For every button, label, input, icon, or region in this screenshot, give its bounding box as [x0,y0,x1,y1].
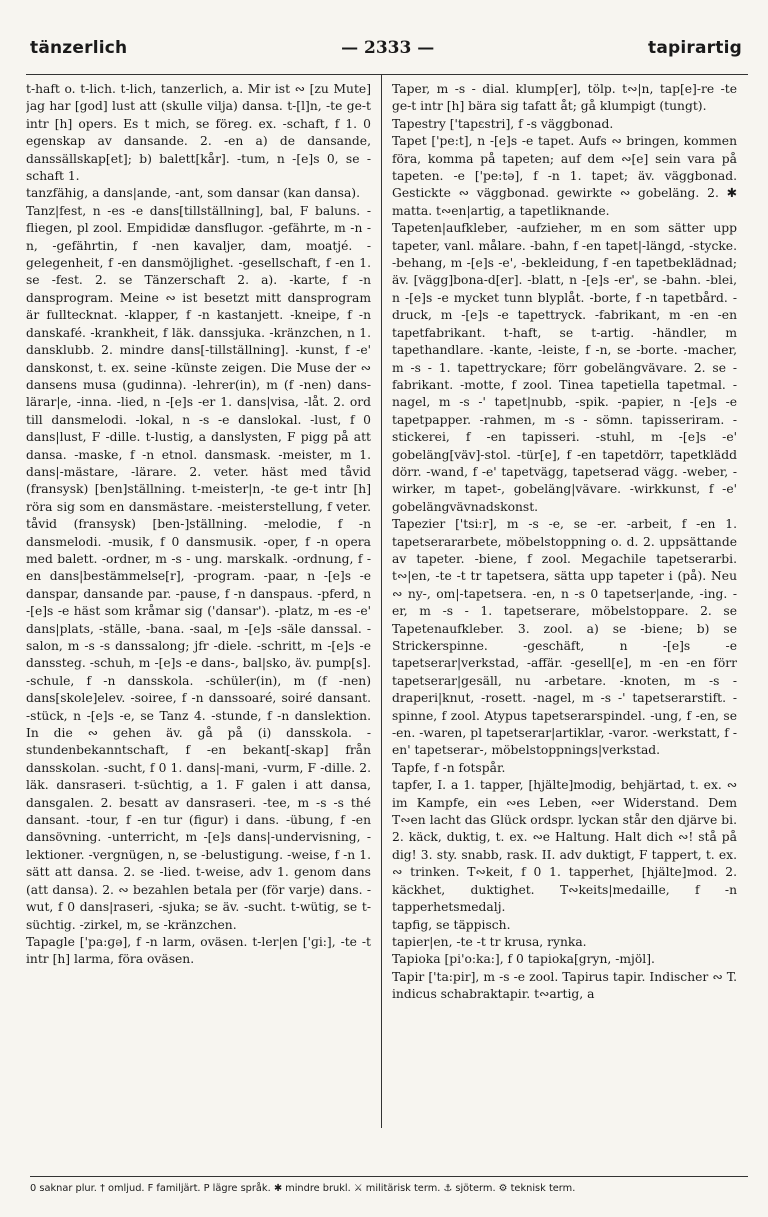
entry-tanzhaft: t-haft o. t-lich. t-lich, tanzerlich, a. Mir ist ∾ [zu Mute] jag har [god] lust att (skulle vilja) dansa. t-[l]n, -te ge-t intr [h] opers. Es t mich, se föreg. ex. -schaft, f 1. 0 egenskap av dansande. 2. -en a) de dansande, danssällskap[et]; b) balett[kår]. -tum, n -[e]s 0, se -schaft 1. [26,82,371,184]
entry-tapage: Tapagle ['pa:ɡə], f -n larm, oväsen. t-ler|en ['ɡi:], -te -t intr [h] larma, föra oväsen. [26,934,371,967]
abbreviation-legend: 0 saknar plur. † omljud. F familjärt. P lägre språk. ✱ mindre brukl. ⚔ militärisk term. ⚓ sjöterm. ⚙ teknisk term. [30,1176,748,1194]
left-headword: tänzerlich [30,38,128,58]
right-headword: tapirartig [648,38,742,58]
entry-tapfig: tapfig, se täppisch. [392,917,511,932]
entry-tapfe: Tapfe, f -n fotspår. [392,760,506,775]
entry-tapioka: Tapioka [pi'o:ka:], f 0 tapioka[gryn, -mjöl]. [392,952,655,967]
entry-tanzfest: Tanz|fest, n -es -e dans[tillställning], bal, F baluns. -fliegen, pl zool. Empididæ dansflugor. -gefährte, m -n -n, -gefährtin, f -nen kavaljer, dam, moatjé. -gelegenheit, f -en dansmöjlighet. -gesellschaft, f -en 1. se -fest. 2. se Tänzerschaft 2. a). -karte, f -n dansprogram. Meine ∾ ist besetzt mitt dansprogram är fulltecknat. -klapper, f -n kastanjett. -kneipe, f -n danskafé. -krankheit, f läk. danssjuka. -kränzchen, n 1. dansklubb. 2. mindre dans[-tillställning]. -kunst, f -e' danskonst, t. ex. seine -künste zeigen. Die Muse der ∾ dansens musa (gudinna). -lehrer(in), m (f -nen) dans-lärar|e, -inna. -lied, n -[e]s -er 1. dans|visa, -låt. 2. ord till dansmelodi. -lokal, n -s -e danslokal. -lust, f 0 dans|lust, F -dille. t-lustig, a danslysten, F pigg på att dansa. -maske, f -n etnol. dansmask. -meister, m 1. dans|-mästare, -lärare. 2. veter. häst med tåvid (fransysk) [ben]ställning. t-meister|n, -te ge-t intr [h] röra sig som en dansmästare. -meisterstellung, f veter. tåvid (fransysk) [ben-]ställning. -melodie, f -n dansmelodi. -musik, f 0 dansmusik. -oper, f -n opera med balett. -ordner, m -s - ung. marskalk. -ordnung, f -en dans|bestämmelse[r], -program. -paar, n -[e]s -e danspar, dansande par. -pause, f -n danspaus. -pferd, n -[e]s -e häst som kråmar sig ('dansar'). -platz, m -es -e' dans|plats, -ställe, -bana. -saal, m -[e]s -säle danssal. -salon, m -s -s danssalong; jfr -diele. -schritt, m -[e]s -e danssteg. -schuh, m -[e]s -e dans-, bal|sko, äv. pump[s]. -schule, f -n dansskola. -schüler(in), m (f -nen) dans[skole]elev. -soiree, f -n danssoaré, soiré dansant. -stück, n -[e]s -e, se Tanz 4. -stunde, f -n danslektion. In die ∾ gehen äv. gå på (i) dansskola. -stundenbekanntschaft, f -en bekant[-skap] från dansskolan. -sucht, f 0 1. dans|-mani, -vurm, F -dille. 2. läk. dansraseri. t-süchtig, a 1. F galen i att dansa, dansgalen. 2. besatt av dansraseri. -tee, m -s -s thé dansant. -tour, f -en tur (figur) i dans. -übung, f -en dansövning. -unterricht, m -[e]s dans|-undervisning, -lektioner. -vergnügen, n, se -belustigung. -weise, f -n 1. sätt att dansa. 2. se -lied. t-weise, adv 1. genom dans (att dansa). 2. ∾ bezahlen betala per (för varje) dans. -wut, f 0 dans|raseri, -sjuka; se äv. -sucht. t-wütig, se t-süchtig. -zirkel, m, se -kränzchen. [26,203,371,932]
entry-tapieren: tapier|en, -te -t tr krusa, rynka. [392,934,587,949]
entry-tapir: Tapir ['ta:pir], m -s -e zool. Tapirus tapir. Indischer ∾ T. indicus schabraktapir. t∾artig, a [392,969,737,1002]
entry-taper: Taper, m -s - dial. klump[er], tölp. t∾|n, tap[e]-re -te ge-t intr [h] bära sig tafatt åt; gå klumpigt (tungt). [392,82,737,114]
page-header [26,38,748,58]
entry-tapeten: Tapeten|aufkleber, -aufzieher, m en som sätter upp tapeter, vanl. målare. -bahn, f -en tapet|-längd, -stycke. -behang, m -[e]s -e', -bekleidung, f -en tapetbeklädnad; äv. [vägg]bona-d[er]. -blatt, n -[e]s -er', se -bahn. -blei, n -[e]s -e mycket tunn blyplåt. -borte, f -n tapetbård. -druck, m -[e]s -e tapettryck. -fabrikant, m -en -en tapetfabrikant. t-haft, se t-artig. -händler, m tapethandlare. -kante, -leiste, f -n, se -borte. -macher, m -s - 1. tapettryckare; förr gobelängvävare. 2. se -fabrikant. -motte, f zool. Tinea tapetiella tapetmal. -nagel, m -s -' tapet|nubb, -spik. -papier, n -[e]s -e tapetpapper. -rahmen, m -s - sömn. tapisseriram. -stickerei, f -en tapisseri. -stuhl, m -[e]s -e' gobeläng[väv]-stol. -tür[e], f -en tapetdörr, tapetklädd dörr. -wand, f -e' tapetvägg, tapetserad vägg. -weber, -wirker, m tapet-, gobeläng|vävare. -wirkkunst, f -e' gobelängvävnadskonst. [392,221,737,514]
two-column-body [26,74,748,1128]
entry-tapet: Tapet ['pe:t], n -[e]s -e tapet. Aufs ∾ bringen, kommen föra, komma på tapeten; auf dem ∾[e] sein vara på tapeten. -e ['pe:tə], f -n 1. tapet; äv. väggbonad. Gestickte ∾ väggbonad. gewirkte ∾ gobeläng. 2. ✱ matta. t∾en|artig, a tapetliknande. [392,134,737,218]
right-column [382,75,737,1128]
page-number: — 2333 — [341,38,435,58]
entry-tapfer: tapfer, I. a 1. tapper, [hjälte]modig, behjärtad, t. ex. ∾ im Kampfe, ein ∾es Leben, ∾er Widerstand. Dem T∾en lacht das Glück ordspr. lyckan står den djärve bi. 2. käck, duktig, t. ex. ∾e Haltung. Halt dich ∾! stå på dig! 3. sty. snabb, rask. II. adv duktigt, F tappert, t. ex. ∾ trinken. T∾keit, f 0 1. tapperhet, [hjälte]mod. 2. käckhet, duktighet. T∾keits|medaille, f -n tapperhetsmedalj. [392,778,737,915]
left-column [26,75,381,1128]
entry-tanzfaehig: tanzfähig, a dans|ande, -ant, som dansar (kan dansa). [26,186,361,201]
entry-tapezier: Tapezier ['tsi:r], m -s -e, se -er. -arbeit, f -en 1. tapetserararbete, möbelstoppning o. d. 2. uppsättande av tapeter. -biene, f zool. Megachile tapetserarbi. t∾|en, -te -t tr tapetsera, sätta upp tapeter i (på). Neu ∾ ny-, om|-tapetsera. -en, n -s 0 tapetser|ande, -ing. -er, m -s - 1. tapetserare, möbelstoppare. 2. se Tapetenaufkleber. 3. zool. a) se -biene; b) se Strickerspinne. -geschäft, n -[e]s -e tapetserar|verkstad, -affär. -gesell[e], m -en -en förr tapetserar|gesäll, nu -arbetare. -knoten, m -s - draperi|knut, -rosett. -nagel, m -s -' tapetserarstift. -spinne, f zool. Atypus tapetserarspindel. -ung, f -en, se -en. -waren, pl tapetserar|artiklar, -varor. -werkstatt, f -en' tapetserar-, möbelstoppnings|verkstad. [392,517,737,758]
entry-tapestry: Tapestry ['tapɛstri], f -s väggbonad. [392,116,614,131]
